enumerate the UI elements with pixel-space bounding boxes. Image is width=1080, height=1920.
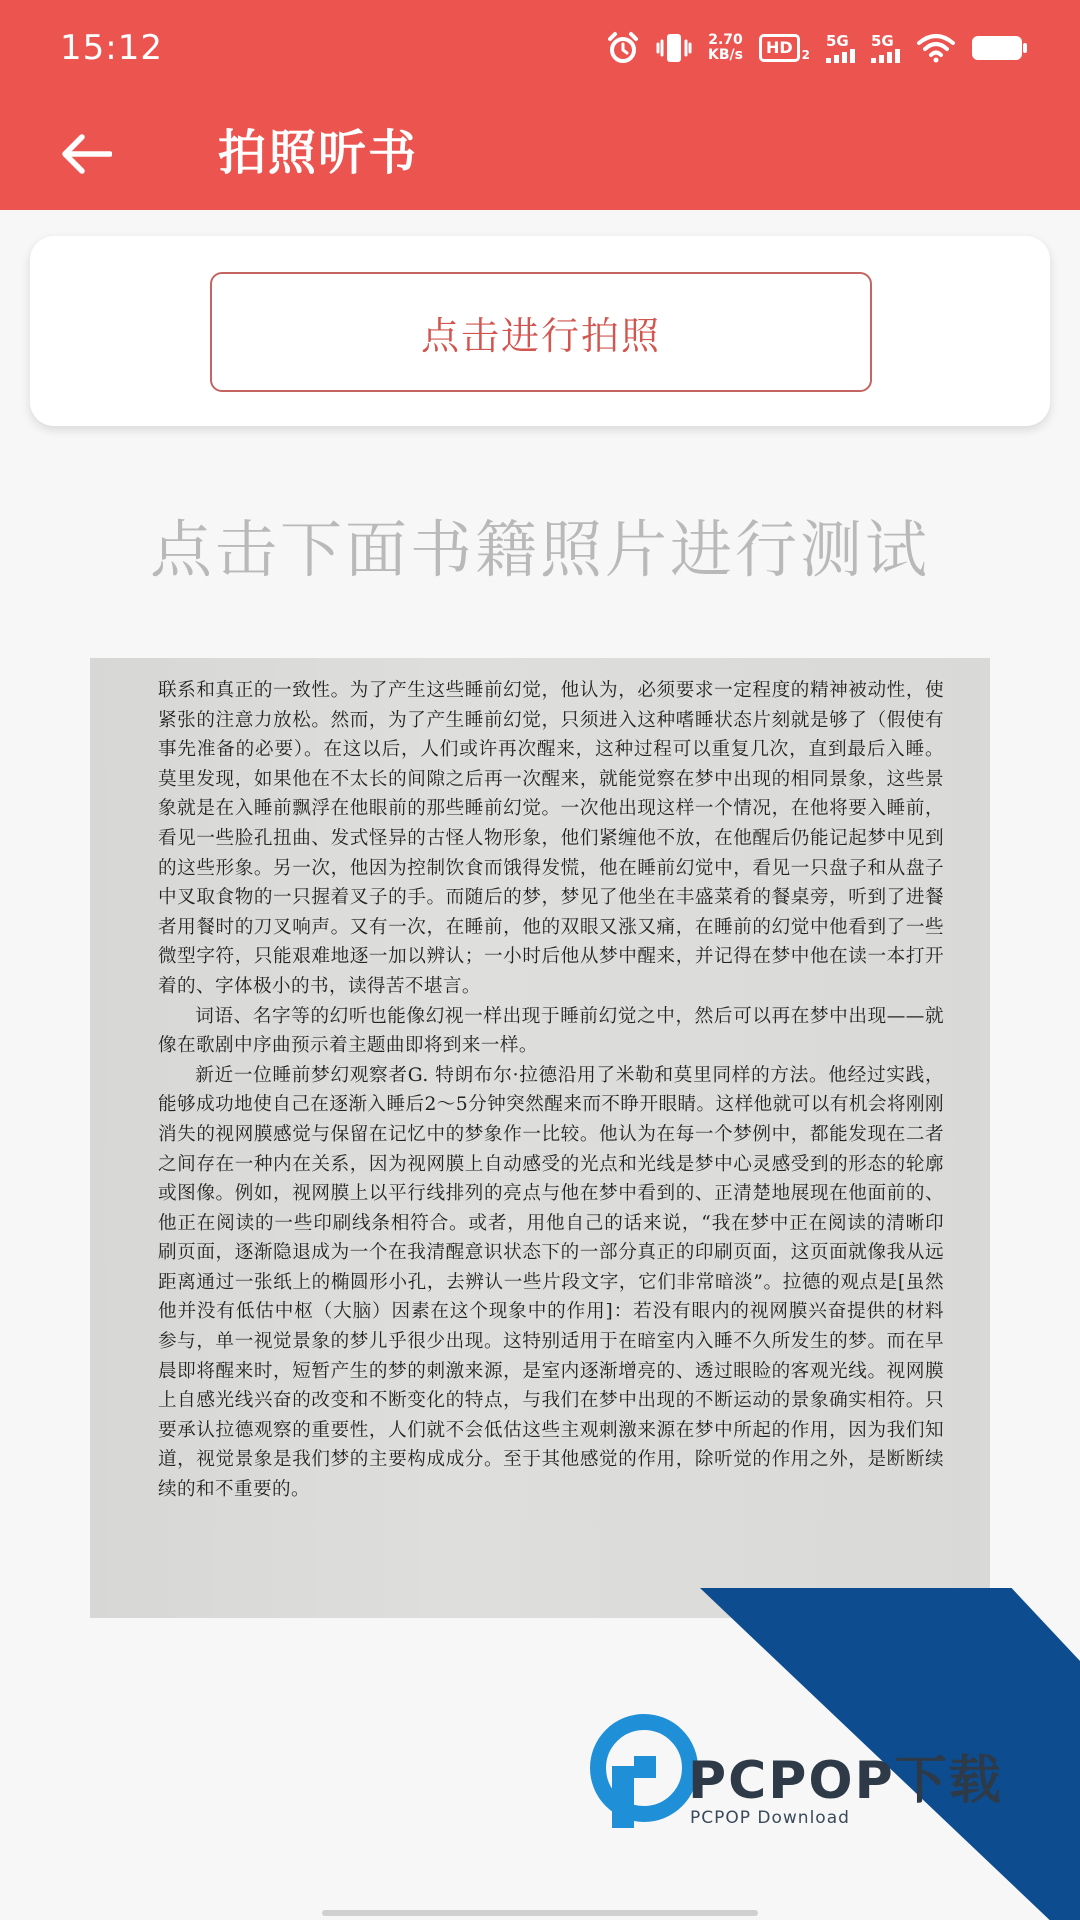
photo-card xyxy=(30,236,1050,426)
arrow-left-icon xyxy=(60,133,112,175)
signal-1-label: 5G xyxy=(826,31,849,50)
status-icons xyxy=(606,28,1022,68)
take-photo-button[interactable]: 点击进行拍照 xyxy=(210,272,872,392)
battery-icon xyxy=(972,36,1022,60)
book-paragraph: 联系和真正的一致性。为了产生这些睡前幻觉，他认为，必须要求一定程度的精神被动性，使紧张的注意力放松。然而，为了产生睡前幻觉，只须进入这种嗜睡状态片刻就是够了（假使有事先准备的必要）。在这以后，人们或许再次醒来，这种过程可以重复几次，直到最后入睡。莫里发现，如果他在不太长的间隙之后再一次醒来，就能觉察在梦中出现的相同景象，这些景象就是在入睡前飘浮在他眼前的那些睡前幻觉。一次他出现这样一个情况，在他将要入睡前，看见一些脸孔扭曲、发式怪异的古怪人物形象，他们紧缠他不放，在他醒后仍能记起梦中见到的这些形象。另一次，他因为控制饮食而饿得发慌，他在睡前幻觉中，看见一只盘子和从盘子中叉取食物的一只握着叉子的手。而随后的梦，梦见了他坐在丰盛菜肴的餐桌旁，听到了进餐者用餐时的刀叉响声。又有一次，在睡前，他的双眼又涨又痛，在睡前的幻觉中他看到了一些微型字符，只能艰难地逐一加以辨认；一小时后他从梦中醒来，并记得在梦中他在读一本打开着的、字体极小的书，读得苦不堪言。 xyxy=(158,680,944,997)
status-time: 15:12 xyxy=(60,28,163,68)
net-speed xyxy=(708,33,743,63)
signal-2-icon xyxy=(871,31,900,63)
book-paragraph: 词语、名字等的幻听也能像幻视一样出现于睡前幻觉之中，然后可以再在梦中出现——就像在歌剧中序曲预示着主题曲即将到来一样。 xyxy=(158,1005,944,1057)
back-button[interactable] xyxy=(54,122,118,186)
watermark-title: PCPOP下载 xyxy=(688,1751,1003,1811)
app-bar xyxy=(0,98,1080,210)
hd-label: HD xyxy=(759,34,800,62)
page-title: 拍照听书 xyxy=(218,125,419,181)
watermark xyxy=(688,1588,1080,1920)
alarm-icon xyxy=(606,31,640,65)
hd-sub: 2 xyxy=(801,48,810,62)
book-paragraph: 新近一位睡前梦幻观察者G. 特朗布尔·拉德沿用了米勒和莫里同样的方法。他经过实践，能够成功地使自己在逐渐入睡后2～5分钟突然醒来而不睁开眼睛。这样他就可以有机会将刚刚消失的视网膜感觉与保留在记忆中的梦象作一比较。他认为在每一个梦例中，都能发现在二者之间存在一种内在关系，因为视网膜上自动感受的光点和光线是梦中心灵感受到的形态的轮廓或图像。例如，视网膜上以平行线排列的亮点与他在梦中看到的、正清楚地展现在他面前的、他正在阅读的一些印刷线条相符合。或者，用他自己的话来说，“我在梦中正在阅读的清晰印刷页面，逐渐隐退成为一个在我清醒意识状态下的一部分真正的印刷页面，这页面就像我从远距离通过一张纸上的椭圆形小孔，去辨认一些片段文字，它们非常暗淡”。拉德的观点是[虽然他并没有低估中枢（大脑）因素在这个现象中的作用]：若没有眼内的视网膜兴奋提供的材料参与，单一视觉景象的梦儿乎很少出现。这特别适用于在暗室内入睡不久所发生的梦。而在早晨即将醒来时，短暂产生的梦的刺激来源，是室内逐渐增亮的、透过眼睑的客观光线。视网膜上自感光线兴奋的改变和不断变化的特点，与我们在梦中出现的不断运动的景象确实相符。只要承认拉德观察的重要性，人们就不会低估这些主观刺激来源在梦中所起的作用，因为我们知道，视觉景象是我们梦的主要构成成分。至于其他感觉的作用，除听觉的作用之外，是断断续续的和不重要的。 xyxy=(158,1064,944,1501)
wifi-icon xyxy=(916,33,956,63)
signal-2-label: 5G xyxy=(871,31,894,50)
signal-1-icon xyxy=(826,31,855,63)
net-speed-unit: KB/s xyxy=(708,47,743,63)
net-speed-value: 2.70 xyxy=(708,32,743,48)
hd-icon xyxy=(759,34,810,62)
home-indicator[interactable] xyxy=(322,1910,758,1916)
test-hint: 点击下面书籍照片进行测试 xyxy=(149,513,930,586)
vibrate-icon xyxy=(656,31,692,65)
book-page-text xyxy=(158,676,944,1505)
watermark-subtitle: PCPOP Download xyxy=(690,1808,850,1828)
status-bar xyxy=(0,0,1080,98)
book-photo[interactable] xyxy=(90,658,990,1618)
